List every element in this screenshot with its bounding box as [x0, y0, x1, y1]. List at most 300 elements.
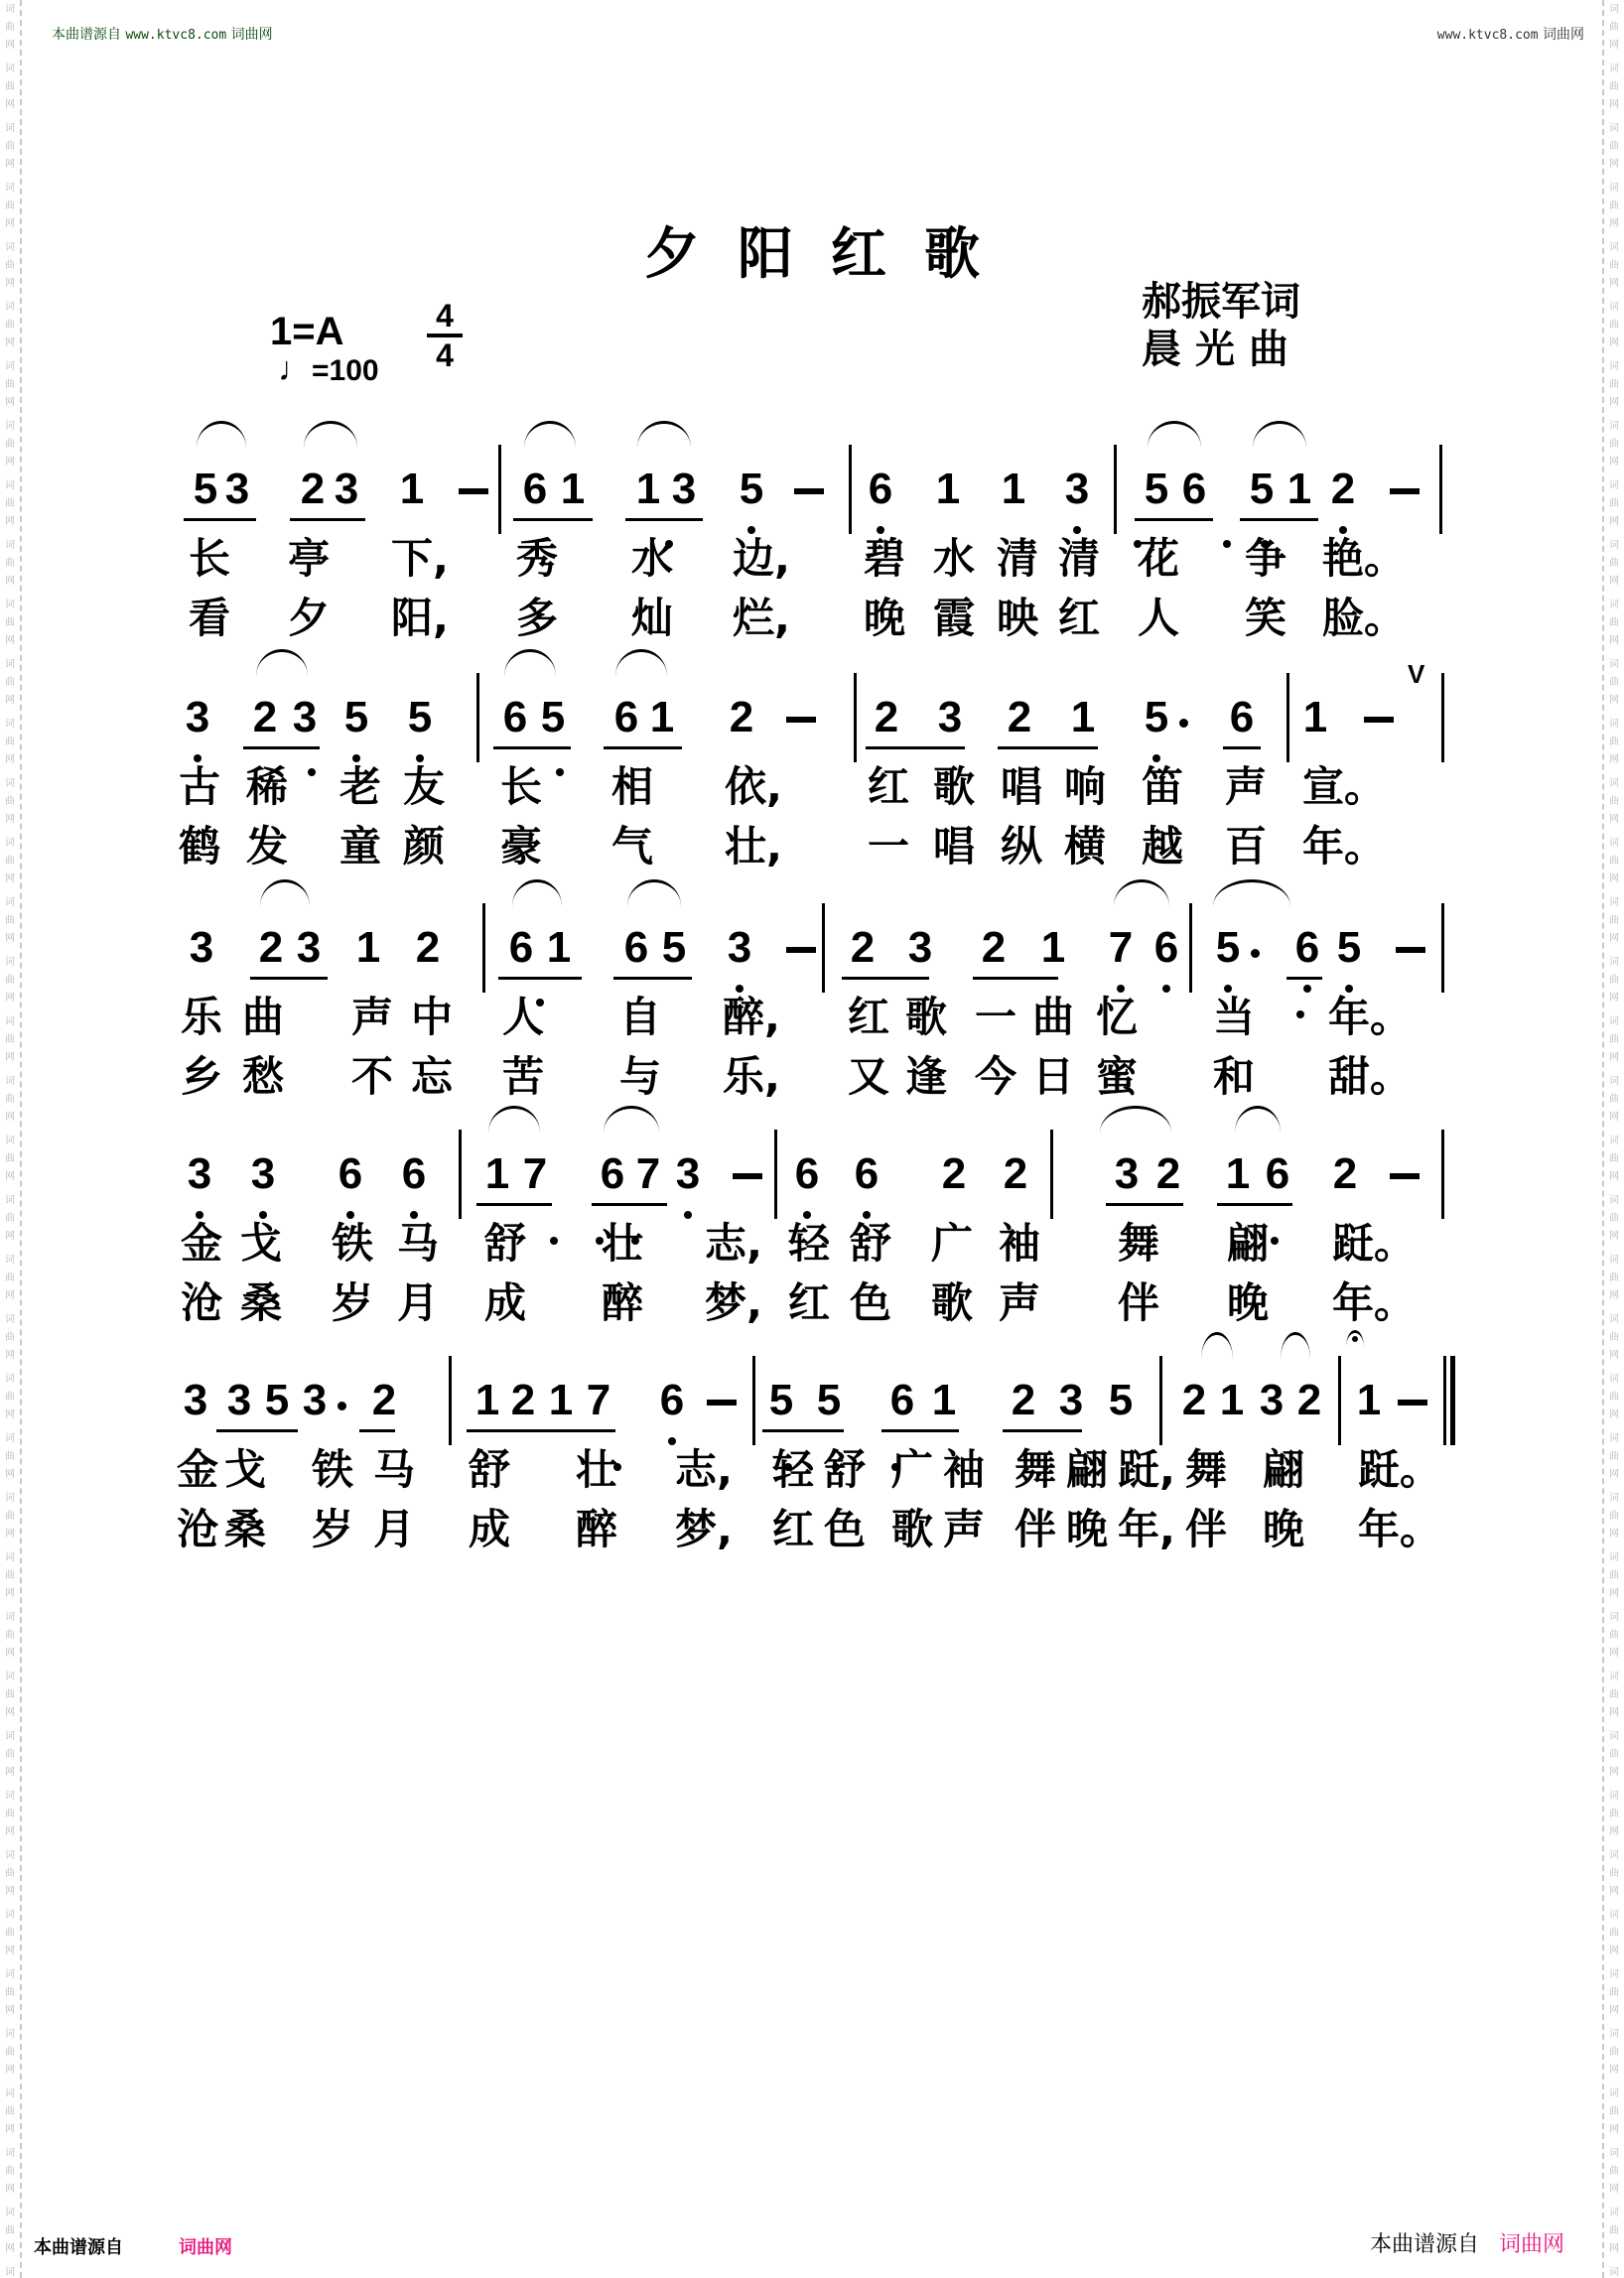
- quarter-note-icon: ♩: [278, 350, 312, 388]
- barline: [449, 1356, 452, 1445]
- watermark-char: 网: [5, 1945, 15, 1956]
- watermark-char: 网: [1609, 695, 1619, 706]
- note: 1: [935, 465, 961, 513]
- watermark-char: 网: [1609, 1707, 1619, 1718]
- note: 5: [1144, 693, 1169, 741]
- lyric-char: 跹。: [1332, 1219, 1417, 1268]
- note: 6: [1181, 465, 1207, 513]
- watermark-char: 词: [1609, 421, 1619, 432]
- watermark-char: 词: [1609, 242, 1619, 253]
- lyric-char: 百: [1224, 822, 1267, 871]
- note: 1: [1286, 465, 1312, 513]
- low-octave-dot: [736, 985, 744, 993]
- low-octave-dot: [1303, 985, 1311, 993]
- watermark-char: 词: [5, 2267, 15, 2278]
- lyric-char: 忆: [1095, 993, 1138, 1041]
- watermark-char: 曲: [1609, 2166, 1619, 2177]
- note: 5: [540, 693, 566, 741]
- low-octave-dot: [352, 754, 360, 762]
- note: 2: [850, 923, 876, 972]
- note: 3: [1114, 1149, 1140, 1198]
- note: 5: [816, 1376, 842, 1424]
- barline: [822, 903, 825, 993]
- lyric-char: 唱: [1000, 762, 1042, 811]
- note: 5: [264, 1376, 290, 1424]
- watermark-char: 网: [5, 397, 15, 408]
- watermark-char: 网: [1609, 1290, 1619, 1301]
- watermark-char: 曲: [1609, 1511, 1619, 1522]
- note: 2: [1181, 1376, 1207, 1424]
- watermark-char: 曲: [1609, 379, 1619, 390]
- note: 1: [1356, 1376, 1382, 1424]
- lyric-char: 舒: [823, 1445, 866, 1494]
- lyric-char: 与: [618, 1052, 661, 1101]
- note: 6: [338, 1149, 363, 1198]
- final-barline-thin: [1443, 1356, 1446, 1445]
- lyric-char: 人: [501, 993, 544, 1041]
- footer-source-prefix-right: 本曲谱源自: [1369, 2232, 1479, 2257]
- augmentation-dot: [1179, 719, 1188, 728]
- lyric-char: 逢: [904, 1052, 947, 1101]
- note: 2: [941, 1149, 967, 1198]
- lyric-char: 阳,: [391, 594, 449, 642]
- watermark-char: 曲: [1609, 1034, 1619, 1045]
- watermark-char: 曲: [1609, 22, 1619, 33]
- lyric-char: 马: [396, 1219, 439, 1268]
- watermark-char: 网: [5, 1112, 15, 1123]
- watermark-char: 网: [1609, 635, 1619, 646]
- lyric-char: 色: [849, 1278, 891, 1327]
- low-octave-dot: [259, 1211, 267, 1219]
- lyric-char: 年。: [1302, 822, 1387, 871]
- low-octave-dot: [1339, 526, 1347, 534]
- watermark-char: 词: [5, 64, 15, 74]
- slur-arc: [627, 879, 681, 906]
- note: 3: [250, 1149, 276, 1198]
- watermark-char: 曲: [5, 260, 15, 271]
- watermark-char: 词: [5, 1850, 15, 1861]
- lyric-char: 轻: [771, 1445, 814, 1494]
- watermark-char: 词: [5, 659, 15, 670]
- lyric-char: 霞: [932, 594, 975, 642]
- eighth-note-underline: [250, 977, 328, 980]
- eighth-note-underline: [762, 1429, 844, 1432]
- lyric-char: 水: [630, 534, 673, 583]
- watermark-char: 曲: [5, 1987, 15, 1998]
- lyric-char: 晚: [1226, 1278, 1269, 1327]
- note: 6: [401, 1149, 427, 1198]
- watermark-char: 网: [1609, 159, 1619, 170]
- lyric-char: 轻: [787, 1219, 830, 1268]
- watermark-char: 词: [1609, 1612, 1619, 1623]
- lyric-char: 红: [1057, 594, 1100, 642]
- watermark-char: 词: [5, 1433, 15, 1444]
- lyricist-credit: 郝振军词: [1142, 279, 1300, 325]
- lyric-char: 发: [245, 822, 288, 871]
- watermark-char: 网: [1609, 993, 1619, 1004]
- note: 1: [399, 465, 425, 513]
- watermark-char: 网: [5, 278, 15, 289]
- watermark-char: 曲: [5, 1451, 15, 1462]
- lyric-char: 气: [610, 822, 653, 871]
- header-site-name-left[interactable]: 词曲网: [230, 27, 273, 43]
- low-octave-dot: [863, 1211, 871, 1219]
- lyric-char: 苦: [501, 1052, 544, 1101]
- slur-arc: [304, 421, 357, 448]
- watermark-char: 词: [1609, 480, 1619, 491]
- watermark-char: 词: [1609, 1314, 1619, 1325]
- barline: [1441, 903, 1444, 993]
- note: 1: [1040, 923, 1066, 972]
- watermark-char: 网: [1609, 1350, 1619, 1361]
- note: 3: [1259, 1376, 1285, 1424]
- watermark-char: 词: [1609, 897, 1619, 908]
- lyric-char: 沧: [180, 1278, 222, 1327]
- header-url-link-right[interactable]: www.ktvc8.com: [1436, 28, 1539, 43]
- eighth-note-underline: [467, 1429, 542, 1432]
- watermark-char: 网: [5, 457, 15, 468]
- watermark-char: 词: [1609, 1969, 1619, 1980]
- note: 1: [931, 1376, 957, 1424]
- watermark-char: 曲: [5, 320, 15, 331]
- eighth-note-underline: [625, 518, 703, 521]
- lyric-char: 志,: [675, 1445, 733, 1494]
- watermark-char: 曲: [1609, 439, 1619, 450]
- tempo-marking: [278, 352, 379, 388]
- note: 1: [560, 465, 586, 513]
- watermark-char: 网: [5, 1350, 15, 1361]
- lyric-char: 人: [1137, 594, 1179, 642]
- slur-arc: [1281, 1332, 1310, 1359]
- dash-extension: [1364, 717, 1394, 723]
- watermark-char: 网: [5, 1529, 15, 1540]
- note: 2: [415, 923, 441, 972]
- lyric-char: 舒: [483, 1219, 526, 1268]
- watermark-char: 曲: [5, 1928, 15, 1939]
- slur-arc: [1201, 1332, 1233, 1359]
- watermark-char: 网: [1609, 1826, 1619, 1837]
- low-octave-dot: [1345, 985, 1353, 993]
- note: 3: [187, 1149, 212, 1198]
- lyric-char: 灿: [630, 594, 673, 642]
- watermark-char: 词: [1609, 719, 1619, 730]
- eighth-note-underline: [498, 977, 582, 980]
- note: 3: [675, 1149, 701, 1198]
- eighth-note-underline: [476, 1203, 552, 1206]
- watermark-char: 词: [1609, 1791, 1619, 1802]
- slur-arc: [637, 421, 691, 448]
- note: 2: [1007, 693, 1032, 741]
- watermark-char: 网: [5, 516, 15, 527]
- lyric-char: 月: [372, 1505, 415, 1553]
- note: 3: [224, 465, 250, 513]
- watermark-char: 词: [1609, 2148, 1619, 2159]
- watermark-char: 词: [1609, 540, 1619, 551]
- watermark-char: 曲: [5, 915, 15, 926]
- lyric-char: 翩: [1065, 1445, 1108, 1494]
- watermark-char: 曲: [1609, 677, 1619, 688]
- watermark-char: 词: [1609, 183, 1619, 194]
- note: 6: [508, 923, 534, 972]
- note: 6: [794, 1149, 820, 1198]
- watermark-char: 词: [5, 1612, 15, 1623]
- time-signature-bottom: 4: [436, 337, 454, 373]
- note: 6: [600, 1149, 625, 1198]
- lyric-char: 古: [178, 762, 220, 811]
- lyric-char: 壮,: [725, 822, 782, 871]
- watermark-char: 网: [5, 695, 15, 706]
- note: 7: [586, 1376, 611, 1424]
- watermark-char: 网: [1609, 1112, 1619, 1123]
- fermata-icon: [1346, 1330, 1364, 1347]
- watermark-char: 网: [5, 2065, 15, 2076]
- note: 3: [907, 923, 933, 972]
- note: 5: [1215, 923, 1241, 972]
- watermark-char: 词: [5, 2208, 15, 2218]
- lyric-char: 月: [396, 1278, 439, 1327]
- watermark-char: 词: [1609, 1552, 1619, 1563]
- watermark-char: 曲: [1609, 320, 1619, 331]
- lyric-char: 梦,: [675, 1505, 733, 1553]
- note: 3: [189, 923, 214, 972]
- note: 1: [484, 1149, 510, 1198]
- watermark-char: 曲: [5, 1392, 15, 1403]
- slur-arc: [197, 421, 246, 448]
- low-octave-dot: [803, 1211, 811, 1219]
- watermark-char: 网: [1609, 873, 1619, 884]
- header-source-prefix: 本曲谱源自: [52, 27, 121, 43]
- slur-arc: [488, 1106, 540, 1133]
- lyric-char: 袖: [998, 1219, 1040, 1268]
- lyric-char: 越: [1141, 822, 1183, 871]
- right-margin-line: [1602, 0, 1604, 2278]
- watermark-char: 曲: [1609, 141, 1619, 152]
- watermark-char: 词: [1609, 1910, 1619, 1921]
- watermark-char: 词: [5, 421, 15, 432]
- watermark-char: 词: [5, 778, 15, 789]
- watermark-char: 网: [5, 754, 15, 765]
- lyric-char: 沧: [176, 1505, 218, 1553]
- watermark-char: 词: [5, 2148, 15, 2159]
- lyric-char: 晚: [1065, 1505, 1108, 1553]
- watermark-char: 网: [5, 1052, 15, 1063]
- watermark-char: 词: [1609, 361, 1619, 372]
- watermark-char: 词: [1609, 1255, 1619, 1266]
- watermark-char: 曲: [1609, 1273, 1619, 1283]
- lyric-char: 看: [188, 594, 230, 642]
- low-octave-dot: [1073, 526, 1081, 534]
- note: 1: [1302, 693, 1328, 741]
- lyric-char: 曲: [241, 993, 284, 1041]
- watermark-char: 词: [1609, 600, 1619, 610]
- note: 3: [226, 1376, 252, 1424]
- footer-source-prefix-left: 本曲谱源自: [34, 2237, 123, 2258]
- watermark-char: 词: [5, 1791, 15, 1802]
- lyric-char: 今: [974, 1052, 1016, 1101]
- dash-extension: [733, 1173, 762, 1179]
- watermark-char: 网: [1609, 1588, 1619, 1599]
- note: 2: [1011, 1376, 1036, 1424]
- eighth-note-underline: [1240, 518, 1318, 521]
- watermark-char: 网: [1609, 2243, 1619, 2254]
- watermark-char: 网: [1609, 457, 1619, 468]
- watermark-char: 曲: [1609, 1392, 1619, 1403]
- watermark-char: 曲: [1609, 2106, 1619, 2117]
- dash-extension: [1390, 488, 1420, 494]
- eighth-note-underline: [216, 1429, 298, 1432]
- barline: [1441, 673, 1444, 762]
- note: 6: [1294, 923, 1320, 972]
- watermark-char: 词: [5, 1552, 15, 1563]
- lyric-char: 声: [350, 993, 393, 1041]
- lyric-char: 戈: [223, 1445, 266, 1494]
- note: 1: [649, 693, 675, 741]
- eighth-note-underline: [842, 977, 929, 980]
- lyric-char: 不: [350, 1052, 393, 1101]
- barline: [1441, 1130, 1444, 1219]
- watermark-char: 词: [5, 1969, 15, 1980]
- lyric-char: 花: [1137, 534, 1179, 583]
- note: 1: [546, 923, 572, 972]
- note: 6: [613, 693, 639, 741]
- time-signature-top: 4: [436, 298, 454, 334]
- note: 3: [1058, 1376, 1084, 1424]
- eighth-note-underline: [1223, 746, 1261, 749]
- note: 1: [1070, 693, 1096, 741]
- watermark-char: 曲: [1609, 81, 1619, 92]
- lyric-char: 桑: [239, 1278, 282, 1327]
- note: 2: [981, 923, 1007, 972]
- watermark-char: 曲: [1609, 1928, 1619, 1939]
- lyric-char: 自: [618, 993, 661, 1041]
- note: 2: [1296, 1376, 1322, 1424]
- footer-site-link-left[interactable]: 词曲网: [179, 2237, 232, 2258]
- note: 7: [1108, 923, 1134, 972]
- note: 2: [510, 1376, 536, 1424]
- watermark-char: 词: [1609, 1076, 1619, 1087]
- watermark-char: 曲: [1609, 1809, 1619, 1819]
- watermark-char: 词: [5, 2088, 15, 2099]
- eighth-note-underline: [592, 1203, 667, 1206]
- barline: [1286, 673, 1289, 762]
- barline: [498, 445, 501, 534]
- watermark-char: 曲: [5, 439, 15, 450]
- slur-arc: [512, 879, 562, 906]
- note: 3: [671, 465, 697, 513]
- watermark-char: 网: [1609, 1767, 1619, 1778]
- low-octave-dot: [416, 754, 424, 762]
- watermark-char: 网: [5, 40, 15, 51]
- note: 6: [854, 1149, 880, 1198]
- lyric-char: 金: [176, 1445, 218, 1494]
- watermark-char: 曲: [1609, 2047, 1619, 2058]
- dash-extension: [786, 947, 816, 953]
- tempo-value: =100: [312, 354, 379, 387]
- note: 5: [193, 465, 218, 513]
- watermark-char: 词: [5, 1314, 15, 1325]
- note: 3: [937, 693, 963, 741]
- note: 3: [334, 465, 359, 513]
- low-octave-dot: [684, 1211, 692, 1219]
- note: 7: [635, 1149, 661, 1198]
- watermark-char: 曲: [1609, 1451, 1619, 1462]
- watermark-char: 网: [5, 1707, 15, 1718]
- slur-arc: [1253, 421, 1306, 448]
- eighth-note-underline: [866, 746, 965, 749]
- lyric-char: 声: [942, 1505, 985, 1553]
- watermark-char: 曲: [5, 1034, 15, 1045]
- watermark-char: 曲: [1609, 558, 1619, 569]
- slur-arc: [524, 421, 576, 448]
- watermark-char: 词: [5, 1731, 15, 1742]
- lyric-char: 伴: [1014, 1505, 1056, 1553]
- lyric-char: 铁: [311, 1445, 353, 1494]
- watermark-char: 词: [5, 1195, 15, 1206]
- note: 3: [185, 693, 210, 741]
- watermark-char: 网: [1609, 933, 1619, 944]
- watermark-char: 曲: [1609, 1153, 1619, 1164]
- augmentation-dot: [1251, 949, 1260, 958]
- watermark-char: 曲: [5, 498, 15, 509]
- watermark-char: 词: [5, 242, 15, 253]
- header-url-link-left[interactable]: www.ktvc8.com: [125, 28, 227, 43]
- lyric-char: 年,: [1118, 1505, 1175, 1553]
- watermark-char: 网: [5, 1767, 15, 1778]
- lyric-char: 老: [338, 762, 381, 811]
- watermark-char: 词: [5, 1374, 15, 1385]
- watermark-char: 曲: [1609, 260, 1619, 271]
- note: 2: [1003, 1149, 1028, 1198]
- watermark-char: 曲: [1609, 201, 1619, 211]
- slur-arc: [615, 649, 667, 676]
- ending-bracket: [1338, 1356, 1341, 1445]
- low-octave-dot: [747, 526, 755, 534]
- header-site-name-right[interactable]: 词曲网: [1543, 27, 1584, 43]
- watermark-char: 网: [5, 1171, 15, 1182]
- eighth-note-underline: [881, 1429, 959, 1432]
- note: 6: [502, 693, 528, 741]
- watermark-char: 网: [5, 1290, 15, 1301]
- watermark-char: 网: [1609, 814, 1619, 825]
- watermark-char: 词: [1609, 2267, 1619, 2278]
- watermark-char: 曲: [5, 558, 15, 569]
- watermark-char: 网: [5, 1826, 15, 1837]
- watermark-char: 词: [1609, 64, 1619, 74]
- note: 6: [1153, 923, 1179, 972]
- lyric-char: 曲: [1031, 993, 1074, 1041]
- footer-site-link-right[interactable]: 词曲网: [1498, 2232, 1564, 2257]
- lyric-char: 袖: [942, 1445, 985, 1494]
- watermark-char: 网: [5, 993, 15, 1004]
- left-watermark-column: [1, 0, 19, 2278]
- watermark-char: 网: [5, 1231, 15, 1242]
- lyric-char: 岁: [311, 1505, 353, 1553]
- lyric-char: 一: [867, 822, 909, 871]
- lyric-char: 蜜: [1095, 1052, 1138, 1101]
- lyric-char: 醉: [575, 1505, 617, 1553]
- lyric-char: 稀: [245, 762, 288, 811]
- lyric-char: 水: [932, 534, 975, 583]
- eighth-note-underline: [1106, 1203, 1183, 1206]
- watermark-char: 词: [1609, 778, 1619, 789]
- note: 5: [1108, 1376, 1134, 1424]
- lyric-char: 依,: [725, 762, 782, 811]
- song-title: 夕阳红歌: [644, 222, 1017, 287]
- watermark-char: 网: [1609, 2184, 1619, 2195]
- watermark-char: 词: [5, 4, 15, 15]
- barline: [774, 1130, 777, 1219]
- watermark-char: 网: [5, 2243, 15, 2254]
